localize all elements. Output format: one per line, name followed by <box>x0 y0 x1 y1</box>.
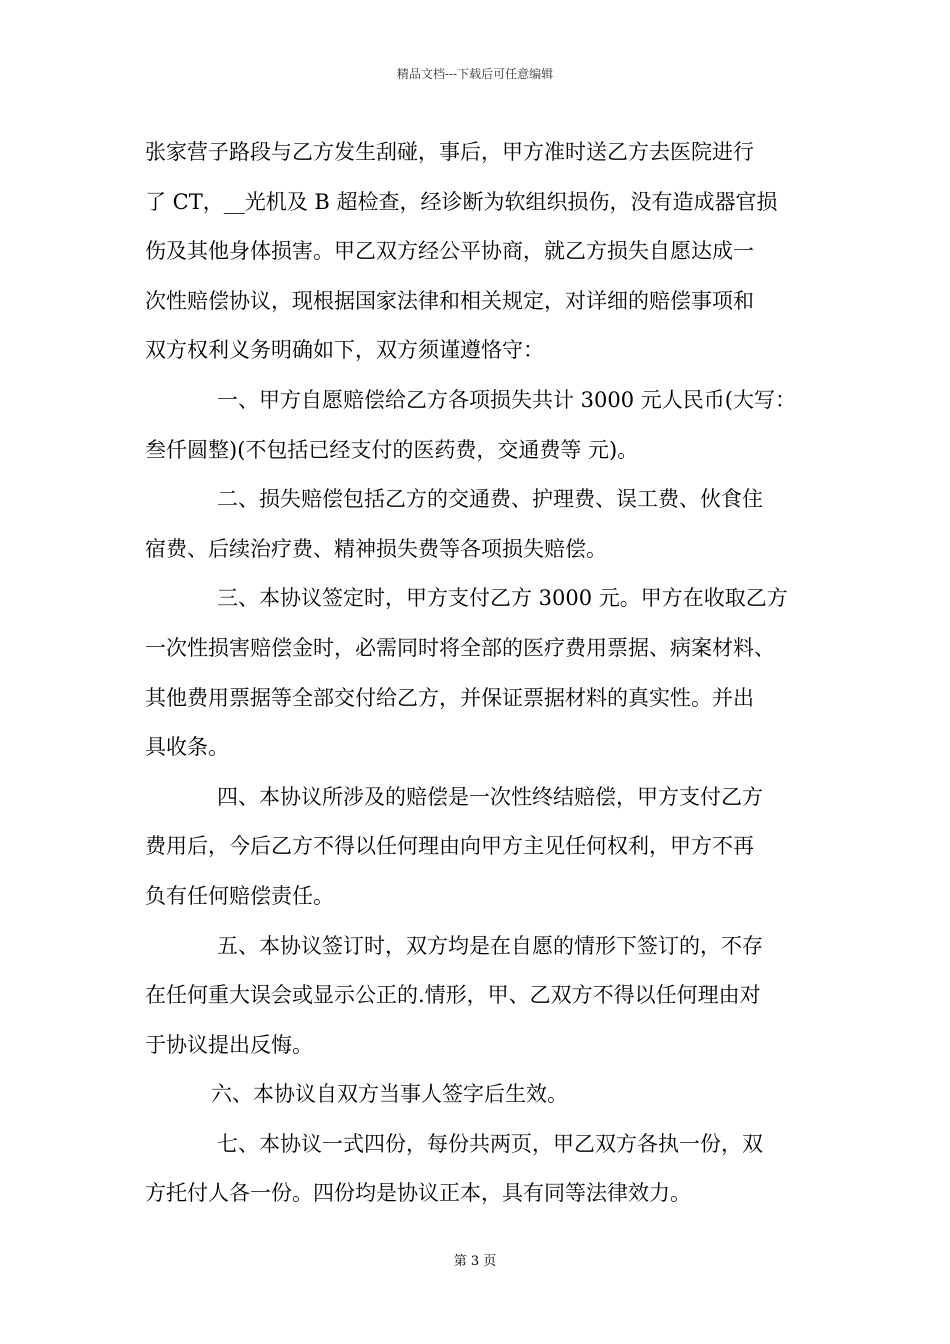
text-line: 费用后，今后乙方不得以任何理由向甲方主见任何权利，甲方不再 <box>145 834 754 859</box>
text-line: 方托付人各一份。四份均是协议正本，具有同等法律效力。 <box>145 1181 691 1206</box>
text-line: 具收条。 <box>145 735 229 760</box>
clause-7-line: 七、本协议一式四份，每份共两页，甲乙双方各执一份，双 <box>217 1131 763 1156</box>
text-line: 其他费用票据等全部交付给乙方，并保证票据材料的真实性。并出 <box>145 685 754 710</box>
clause-2-line: 二、损失赔偿包括乙方的交通费、护理费、误工费、伙食住 <box>217 487 763 512</box>
text-line: 一次性损害赔偿金时，必需同时将全部的医疗费用票据、病案材料、 <box>145 635 775 660</box>
text-line: 在任何重大误会或显示公正的.情形，甲、乙双方不得以任何理由对 <box>145 983 761 1008</box>
clause-3-line: 三、本协议签定时，甲方支付乙方 3000 元。甲方在收取乙方 <box>217 586 788 611</box>
clause-5-line: 五、本协议签订时，双方均是在自愿的情形下签订的，不存 <box>217 933 763 958</box>
page-header: 精品文档---下载后可任意编辑 <box>396 67 554 81</box>
document-body <box>145 128 810 1219</box>
text-line: 于协议提出反悔。 <box>145 1032 313 1057</box>
page-number: 第 3 页 <box>453 1254 497 1269</box>
text-line: 张家营子路段与乙方发生刮碰，事后，甲方准时送乙方去医院进行 <box>145 140 754 164</box>
text-line: 次性赔偿协议，现根据国家法律和相关规定，对详细的赔偿事项和 <box>145 288 754 313</box>
text-line: 双方权利义务明确如下，双方须谨遵恪守： <box>145 338 544 363</box>
clause-6-line: 六、本协议自双方当事人签字后生效。 <box>211 1082 568 1107</box>
text-line: 叁仟圆整)(不包括已经支付的医药费，交通费等 元)。 <box>145 437 639 462</box>
clause-1-line: 一、甲方自愿赔偿给乙方各项损失共计 3000 元人民币(大写： <box>217 387 796 412</box>
text-line: 了 CT，__光机及 B 超检查，经诊断为软组织损伤，没有造成器官损 <box>145 189 778 214</box>
text-line: 伤及其他身体损害。甲乙双方经公平协商，就乙方损失自愿达成一 <box>145 239 754 264</box>
clause-4-line: 四、本协议所涉及的赔偿是一次性终结赔偿，甲方支付乙方 <box>217 784 763 809</box>
text-line: 负有任何赔偿责任。 <box>145 883 334 908</box>
text-line: 宿费、后续治疗费、精神损失费等各项损失赔偿。 <box>145 536 607 561</box>
